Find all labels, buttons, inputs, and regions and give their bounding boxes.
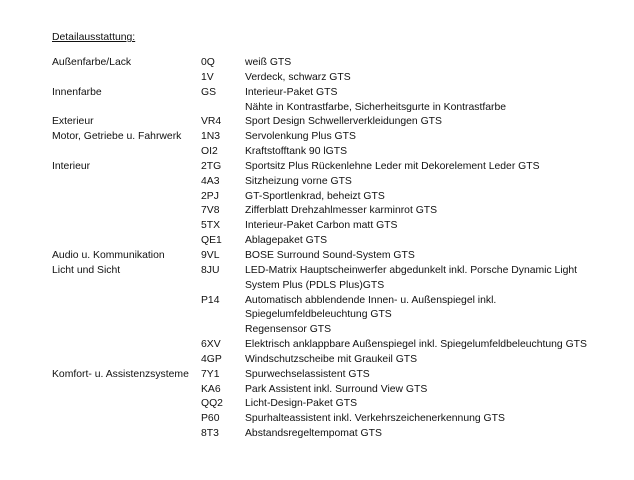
row-code: 1V [201,71,214,83]
row-description: Zifferblatt Drehzahlmesser karminrot GTS [245,205,438,217]
row-description: Licht-Design-Paket GTS [245,398,358,410]
row-description: Automatisch abblendende Innen- u. Außenspiegel inkl. [245,294,497,306]
row-description: Park Assistent inkl. Surround View GTS [245,383,428,395]
equipment-row [52,249,627,264]
equipment-row [52,264,627,279]
row-code: 4A3 [201,175,220,187]
row-description: Interieur-Paket Carbon matt GTS [245,220,398,232]
row-description: Abstandsregeltempomat GTS [245,428,382,440]
equipment-row [52,427,627,442]
equipment-row [52,338,627,353]
row-description: Interieur-Paket GTS [245,86,338,98]
row-code: OI2 [201,146,218,158]
row-description: Spurwechselassistent GTS [245,368,370,380]
equipment-row [52,353,627,368]
equipment-row [52,86,627,101]
row-description: Sitzheizung vorne GTS [245,175,352,187]
row-category: Exterieur [52,116,94,128]
row-description: Servolenkung Plus GTS [245,131,356,143]
row-category: Interieur [52,160,91,172]
equipment-row [52,130,627,145]
row-description: Nähte in Kontrastfarbe, Sicherheitsgurte in Kontrastfarbe [245,101,507,113]
row-category: Komfort- u. Assistenzsysteme [52,368,189,380]
row-description: LED-Matrix Hauptscheinwerfer abgedunkelt inkl. Porsche Dynamic Light [245,264,578,276]
row-code: P60 [201,413,220,425]
row-description: GT-Sportlenkrad, beheizt GTS [245,190,385,202]
row-code: 4GP [201,353,222,365]
row-description: Sport Design Schwellerverkleidungen GTS [245,116,442,128]
equipment-table [52,56,627,442]
row-code: GS [201,86,217,98]
row-code: 0Q [201,57,215,68]
row-code: P14 [201,294,220,306]
equipment-row [52,308,627,323]
row-code: VR4 [201,116,222,128]
row-description: Spurhalteassistent inkl. Verkehrszeichenerkennung GTS [245,413,505,425]
row-code: 7Y1 [201,368,220,380]
row-code: 6XV [201,339,221,351]
equipment-row [52,71,627,86]
equipment-row [52,294,627,309]
row-code: 7V8 [201,205,220,217]
equipment-row [52,234,627,249]
row-code: 2TG [201,160,222,172]
row-code: 5TX [201,220,221,232]
row-code: 8T3 [201,428,219,440]
row-code: 8JU [201,264,220,276]
row-description: Verdeck, schwarz GTS [245,71,351,83]
row-description: Regensensor GTS [245,324,332,336]
equipment-row [52,115,627,130]
row-category: Audio u. Kommunikation [52,249,165,261]
row-code: QE1 [201,235,222,247]
equipment-row [52,279,627,294]
row-description: Spiegelumfeldbeleuchtung GTS [245,309,392,321]
equipment-row [52,175,627,190]
equipment-row [52,368,627,383]
row-code: 1N3 [201,131,221,143]
equipment-row [52,56,627,71]
row-code: 2PJ [201,190,219,202]
equipment-row [52,160,627,175]
row-code: 9VL [201,249,220,261]
row-category: Außenfarbe/Lack [52,57,132,68]
equipment-row [52,190,627,205]
row-description: Sportsitz Plus Rückenlehne Leder mit Dekorelement Leder GTS [245,160,540,172]
equipment-row [52,145,627,160]
row-category: Motor, Getriebe u. Fahrwerk [52,131,182,143]
equipment-row [52,323,627,338]
row-code: QQ2 [201,398,223,410]
equipment-row [52,101,627,116]
equipment-row [52,397,627,412]
row-description: Ablagepaket GTS [245,235,328,247]
equipment-row [52,204,627,219]
row-description: Elektrisch anklappbare Außenspiegel inkl. Spiegelumfeldbeleuchtung GTS [245,339,587,351]
row-description: Kraftstofftank 90 lGTS [245,146,348,158]
row-category: Innenfarbe [52,86,102,98]
row-description: weiß GTS [245,57,292,68]
row-code: KA6 [201,383,221,395]
equipment-row [52,412,627,427]
equipment-row [52,383,627,398]
row-category: Licht und Sicht [52,264,121,276]
row-description: Windschutzscheibe mit Graukeil GTS [245,353,418,365]
row-description: BOSE Surround Sound-System GTS [245,249,415,261]
equipment-row [52,219,627,234]
row-description: System Plus (PDLS Plus)GTS [245,279,385,291]
section-heading: Detailausstattung: [52,32,136,43]
